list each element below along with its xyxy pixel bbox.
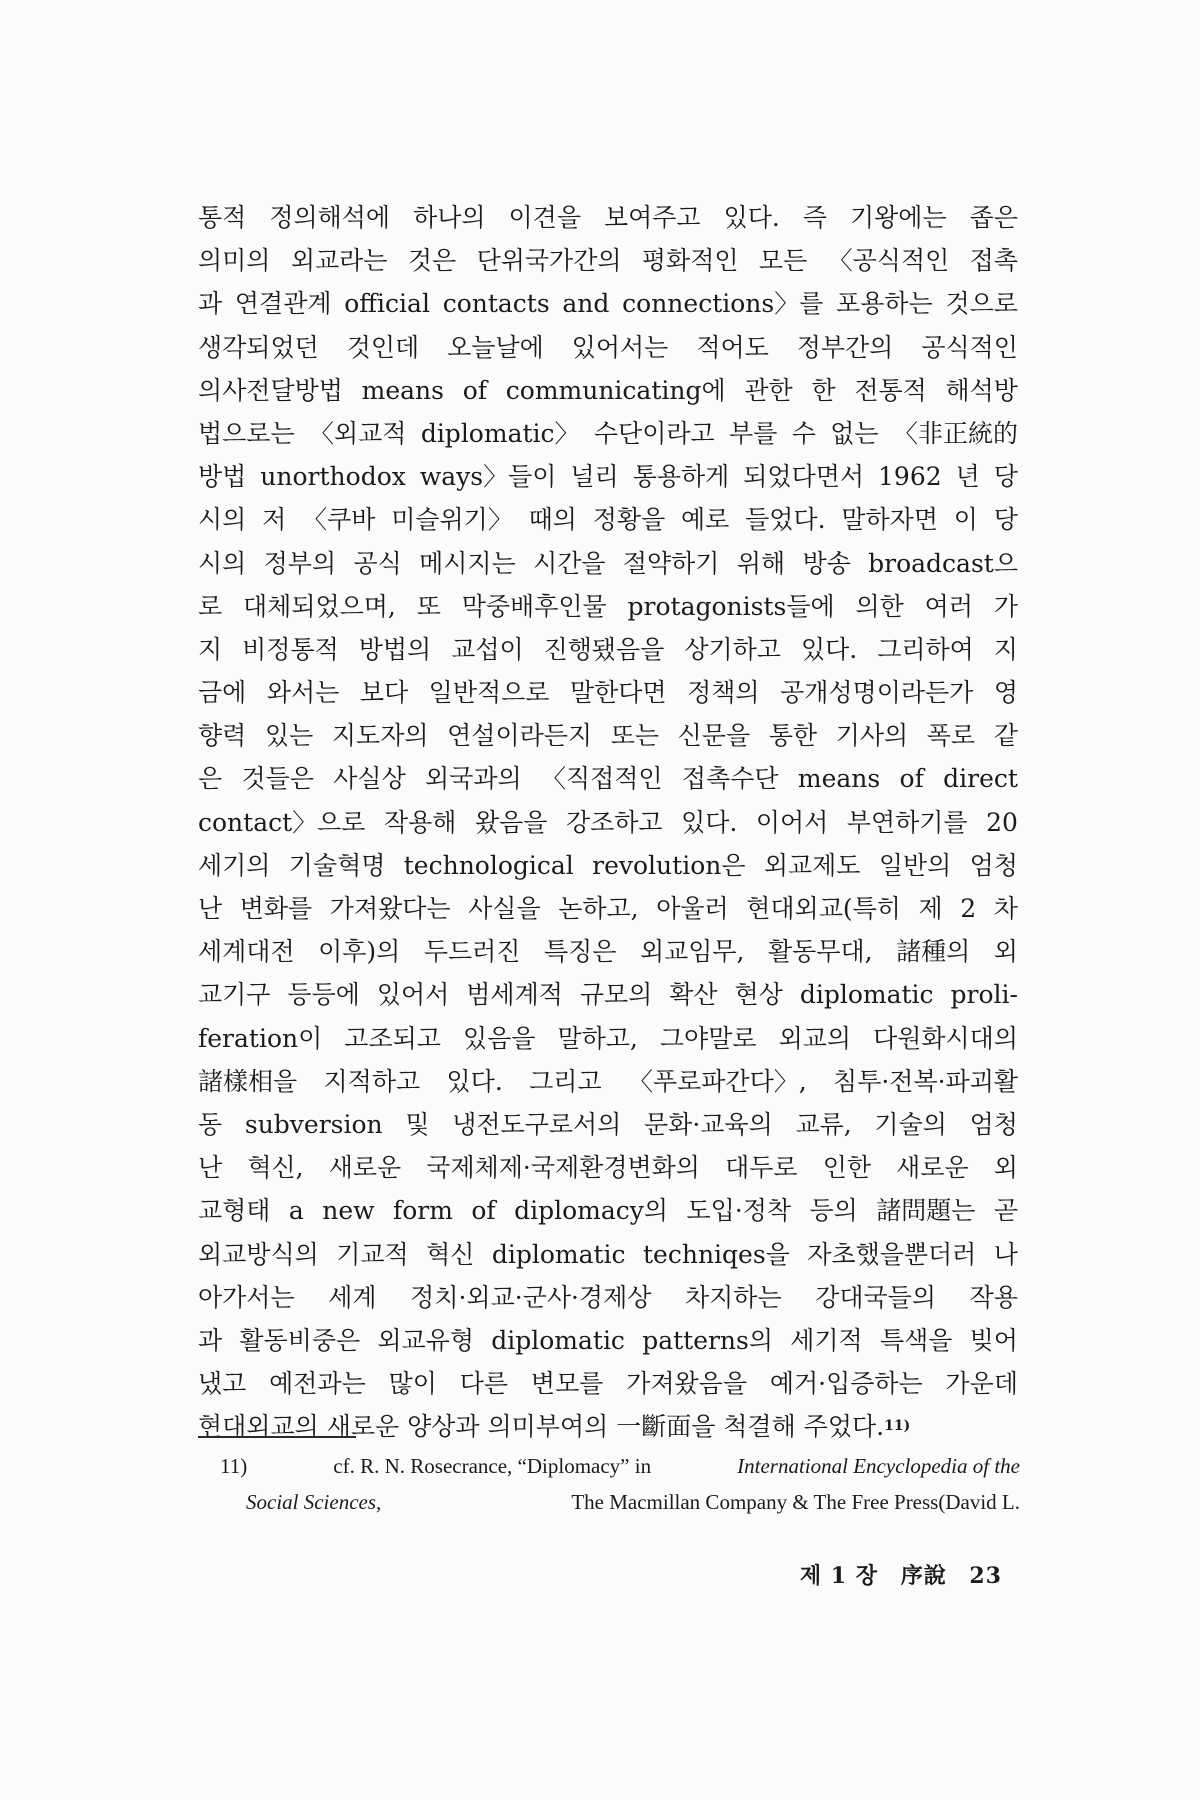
body-line: 과 연결관계 official contacts and connections〉를 포용하는 것으로 [198, 289, 1018, 319]
body-line: 은 것들은 사실상 외국과의 〈직접적인 접촉수단 means of direct [198, 764, 1018, 794]
running-footer [800, 1559, 1002, 1590]
footnote [220, 1448, 1020, 1520]
footnote-line-1 [220, 1448, 1020, 1484]
body-line: 생각되었던 것인데 오늘날에 있어서는 적어도 정부간의 공식적인 [198, 332, 1018, 362]
footnote-line-2 [220, 1484, 1020, 1520]
footnote-journal-title-cont: Social Sciences, [246, 1490, 382, 1514]
body-line: 諸樣相을 지적하고 있다. 그리고 〈푸로파간다〉, 침투·전복·파괴활 [198, 1066, 1018, 1096]
body-line: 로 대체되었으며, 또 막중배후인물 protagonists들에 의한 여러 가 [198, 591, 1018, 621]
body-line: 세계대전 이후)의 두드러진 특징은 외교임무, 활동무대, 諸種의 외 [198, 937, 1018, 967]
body-line: 지 비정통적 방법의 교섭이 진행됐음을 상기하고 있다. 그리하여 지 [198, 634, 1018, 664]
body-line: 외교방식의 기교적 혁신 diplomatic techniqes을 자초했을뿐더러 나 [198, 1239, 1018, 1269]
body-line: 법으로는 〈외교적 diplomatic〉 수단이라고 부를 수 없는 〈非正統的 [198, 418, 1018, 448]
body-line: 방법 unorthodox ways〉들이 널리 통용하게 되었다면서 1962 년 당 [198, 462, 1018, 492]
body-line-last-text: 현대외교의 새로운 양상과 의미부여의 一斷面을 척결해 주었다. [198, 1412, 885, 1442]
body-line: 통적 정의해석에 하나의 이견을 보여주고 있다. 즉 기왕에는 좁은 [198, 203, 1018, 232]
footnote-number: 11) [220, 1454, 248, 1478]
body-line: 냈고 예전과는 많이 다른 변모를 가져왔음을 예거·입증하는 가운데 [198, 1369, 1018, 1399]
body-line: 의사전달방법 means of communicating에 관한 한 전통적 해석방 [198, 375, 1018, 405]
body-line: feration이 고조되고 있음을 말하고, 그야말로 외교의 다원화시대의 [198, 1023, 1018, 1053]
body-line: 교기구 등등에 있어서 범세계적 규모의 확산 현상 diplomatic proli- [198, 980, 1018, 1010]
body-line: 금에 와서는 보다 일반적으로 말한다면 정책의 공개성명이라든가 영 [198, 678, 1018, 708]
body-line: 난 변화를 가져왔다는 사실을 논하고, 아울러 현대외교(특히 제 2 차 [198, 894, 1018, 923]
body-line: 시의 정부의 공식 메시지는 시간을 절약하기 위해 방송 broadcast으 [198, 548, 1018, 578]
body-text [198, 196, 1018, 1448]
body-line: 교형태 a new form of diplomacy의 도입·정착 등의 諸問題는 곧 [198, 1196, 1018, 1226]
body-line: 난 혁신, 새로운 국제체제·국제환경변화의 대두로 인한 새로운 외 [198, 1153, 1018, 1183]
body-line: 의미의 외교라는 것은 단위국가간의 평화적인 모든 〈공식적인 접촉 [198, 246, 1018, 276]
footnote-journal-title: International Encyclopedia of the [737, 1454, 1020, 1478]
body-line: contact〉으로 작용해 왔음을 강조하고 있다. 이어서 부연하기를 20 [198, 807, 1018, 837]
footer-chapter: 제 1 장 [799, 1563, 879, 1589]
body-line: 세기의 기술혁명 technological revolution은 외교제도 일반의 엄청 [198, 850, 1018, 880]
footnote-reference: 11) [884, 1418, 911, 1435]
footer-section: 序說 [900, 1563, 947, 1589]
footnote-citation-prefix: cf. R. N. Rosecrance, “Diplomacy” in [333, 1454, 652, 1478]
body-line: 동 subversion 및 냉전도구로서의 문화·교육의 교류, 기술의 엄청 [198, 1109, 1018, 1139]
footnote-divider [198, 1436, 356, 1438]
page-number: 23 [969, 1563, 1002, 1589]
body-line: 과 활동비중은 외교유형 diplomatic patterns의 세기적 특색을 빚어 [198, 1325, 1018, 1355]
footnote-publisher: The Macmillan Company & The Free Press(David L. [571, 1490, 1020, 1514]
body-line: 아가서는 세계 정치·외교·군사·경제상 차지하는 강대국들의 작용 [198, 1282, 1018, 1312]
body-line: 향력 있는 지도자의 연설이라든지 또는 신문을 통한 기사의 폭로 같 [198, 721, 1018, 751]
body-line: 시의 저 〈쿠바 미슬위기〉 때의 정황을 예로 들었다. 말하자면 이 당 [198, 505, 1018, 535]
body-line-last [198, 1405, 1018, 1448]
